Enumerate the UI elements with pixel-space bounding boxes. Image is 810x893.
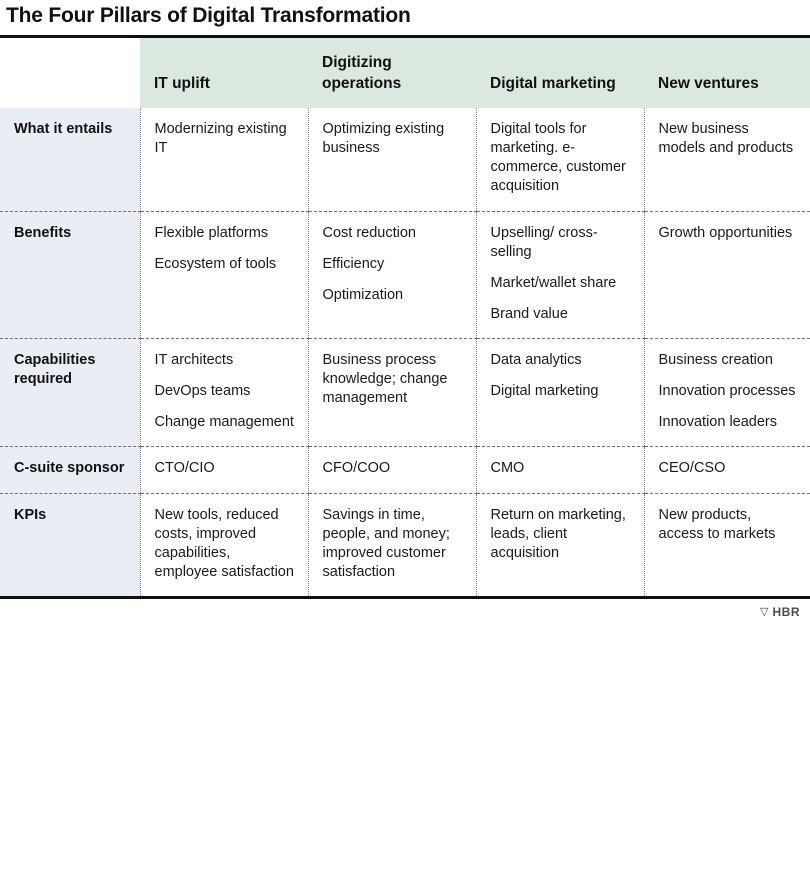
cell-capabilities-new-ventures <box>644 339 810 447</box>
cell-benefits-digitizing-operations <box>308 211 476 339</box>
cell-text: Change management <box>154 414 294 431</box>
cell-text: New business models and products <box>658 121 794 157</box>
table-row <box>0 108 810 211</box>
cell-text: DevOps teams <box>154 383 251 400</box>
cell-text: IT architects <box>154 352 234 368</box>
row-label-c-suite-sponsor: C-suite sponsor <box>0 447 140 493</box>
cell-text: CTO/CIO <box>154 460 215 477</box>
row-label-kpis: KPIs <box>0 493 140 596</box>
cell-text: CFO/COO <box>322 460 391 477</box>
cell-benefits-it-uplift <box>140 211 308 339</box>
hbr-logo-text: HBR <box>772 605 800 619</box>
cell-text: Upselling/ cross-selling <box>490 224 598 260</box>
cell-text: Ecosystem of tools <box>154 255 277 272</box>
cell-entails-digital-marketing <box>476 108 644 211</box>
cell-entails-digitizing-operations <box>308 108 476 211</box>
cell-text: CMO <box>490 460 525 477</box>
row-label-capabilities-required: Capabilities required <box>0 339 140 447</box>
cell-entails-new-ventures <box>644 108 810 211</box>
cell-text: Market/wallet share <box>490 274 617 291</box>
cell-capabilities-digital-marketing <box>476 339 644 447</box>
column-header-it-uplift: IT uplift <box>140 38 308 108</box>
cell-text: Return on marketing, leads, client acquisition <box>490 506 626 561</box>
cell-text: Business process knowledge; change management <box>322 352 448 407</box>
cell-sponsor-new-ventures <box>644 447 810 493</box>
hbr-logo-icon: ▽ <box>760 605 769 618</box>
cell-text: Brand value <box>490 305 568 322</box>
table-row <box>0 339 810 447</box>
cell-text: New products, access to markets <box>658 506 776 542</box>
cell-text: New tools, reduced costs, improved capabilities, employee satisfaction <box>154 506 294 580</box>
cell-sponsor-it-uplift <box>140 447 308 493</box>
pillars-table <box>0 38 810 596</box>
cell-benefits-new-ventures <box>644 211 810 339</box>
cell-kpis-new-ventures <box>644 493 810 596</box>
cell-text: Data analytics <box>490 352 582 368</box>
cell-benefits-digital-marketing <box>476 211 644 339</box>
cell-text: Digital tools for marketing. e-commerce, customer acquisition <box>490 121 626 195</box>
cell-kpis-digital-marketing <box>476 493 644 596</box>
cell-text: Efficiency <box>322 255 385 272</box>
cell-text: Optimizing existing business <box>322 121 445 157</box>
cell-entails-it-uplift <box>140 108 308 211</box>
cell-capabilities-digitizing-operations <box>308 339 476 447</box>
column-header-new-ventures: New ventures <box>644 38 810 108</box>
cell-text: Cost reduction <box>322 224 416 241</box>
table-row <box>0 493 810 596</box>
cell-text: Savings in time, people, and money; improved customer satisfaction <box>322 506 450 580</box>
cell-kpis-digitizing-operations <box>308 493 476 596</box>
cell-text: Innovation leaders <box>658 414 777 431</box>
cell-text: Digital marketing <box>490 383 599 400</box>
cell-text: Growth opportunities <box>658 224 793 241</box>
table-corner-cell <box>0 38 140 108</box>
cell-capabilities-it-uplift <box>140 339 308 447</box>
cell-text: Innovation processes <box>658 383 796 400</box>
cell-text: Flexible platforms <box>154 224 269 241</box>
cell-text: Modernizing existing IT <box>154 121 287 157</box>
row-label-benefits: Benefits <box>0 211 140 339</box>
cell-text: CEO/CSO <box>658 460 726 477</box>
table-header-row <box>0 38 810 108</box>
cell-text: Business creation <box>658 352 773 368</box>
table-row <box>0 211 810 339</box>
row-label-what-it-entails: What it entails <box>0 108 140 211</box>
cell-sponsor-digitizing-operations <box>308 447 476 493</box>
footer <box>0 599 810 623</box>
cell-sponsor-digital-marketing <box>476 447 644 493</box>
cell-kpis-it-uplift <box>140 493 308 596</box>
column-header-digitizing-operations: Digitizing operations <box>308 38 476 108</box>
page-title: The Four Pillars of Digital Transformation <box>6 4 411 27</box>
column-header-digital-marketing: Digital marketing <box>476 38 644 108</box>
table-row <box>0 447 810 493</box>
cell-text: Optimization <box>322 286 404 303</box>
